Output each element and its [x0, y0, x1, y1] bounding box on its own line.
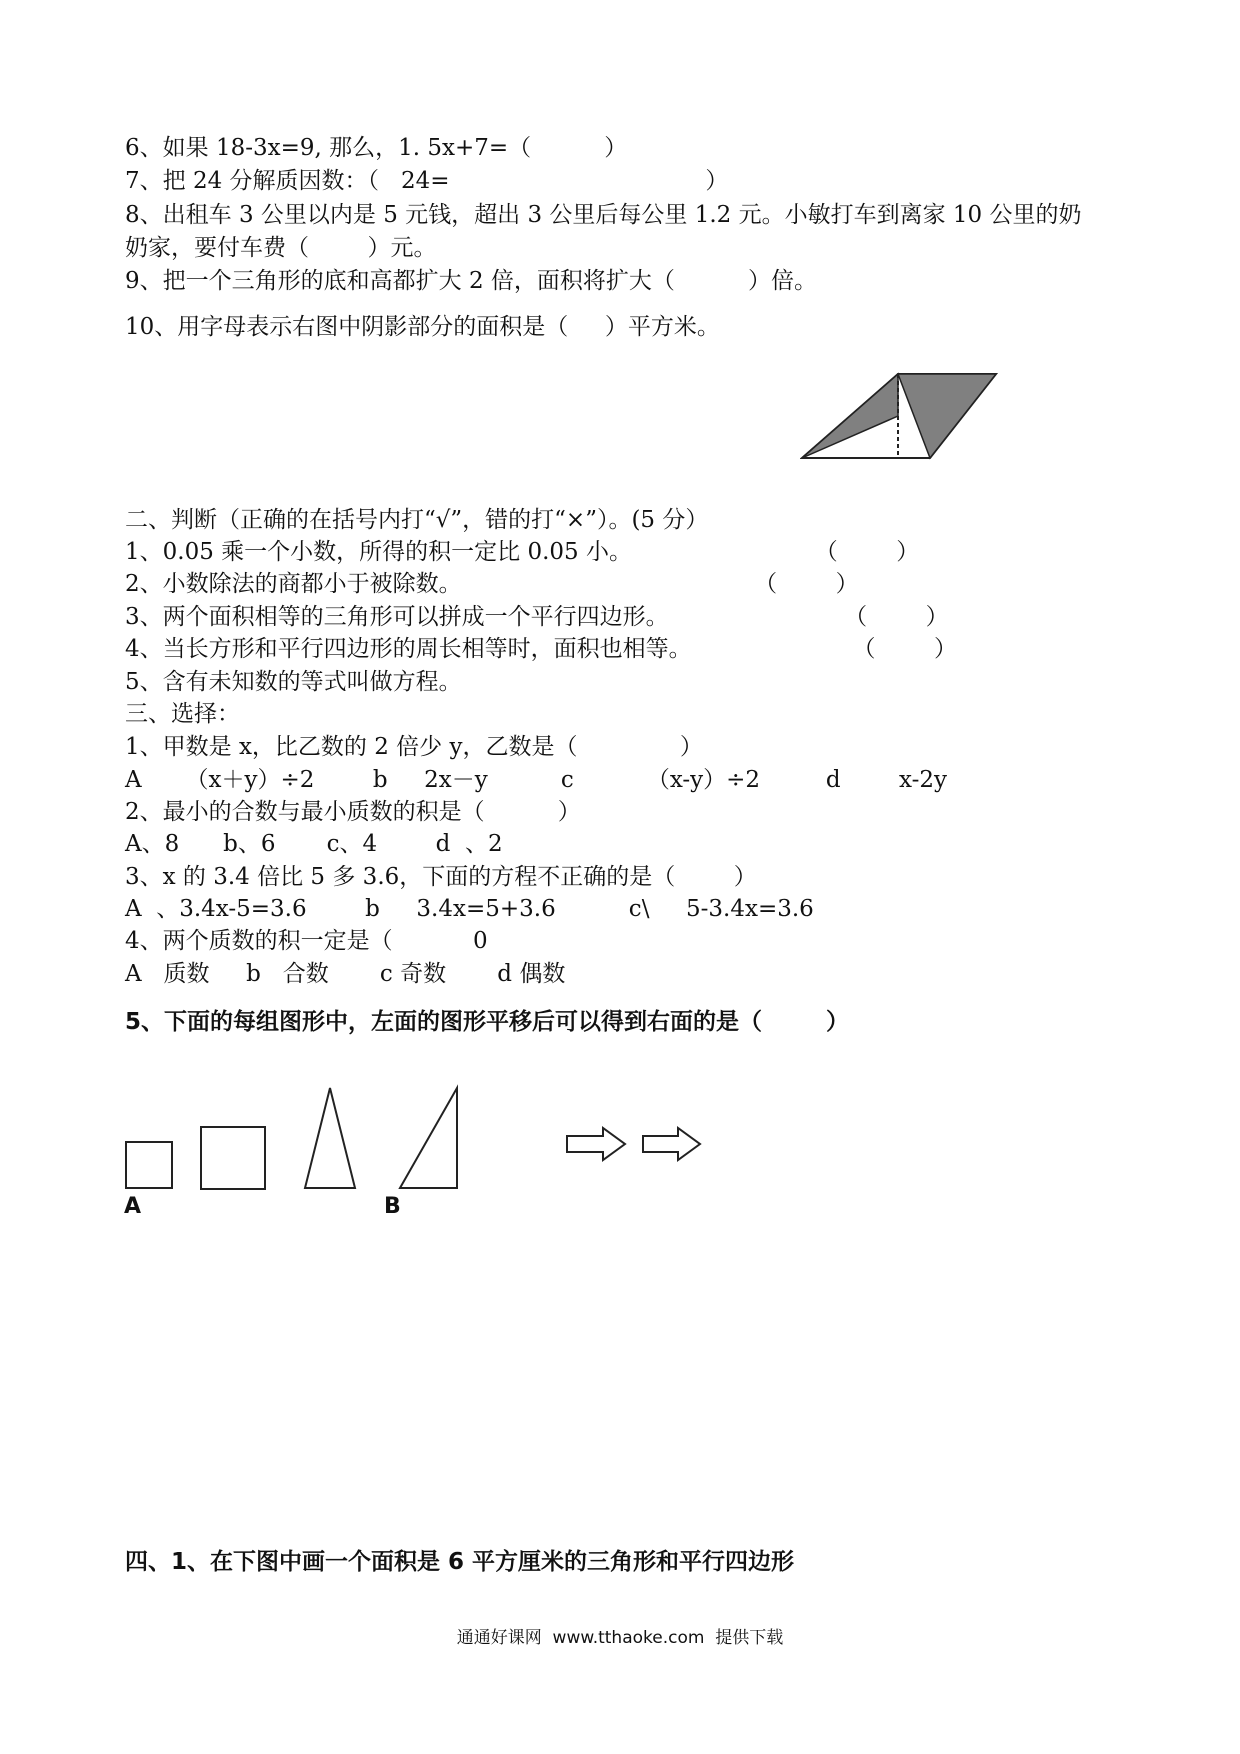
page-footer: 通通好课网 www.tthaoke.com 提供下载: [456, 1628, 784, 1648]
question-choice-5: 5、下面的每组图形中，左面的图形平移后可以得到右面的是（ ）: [125, 1009, 850, 1035]
question-judge-1: 1、0.05 乘一个小数，所得的积一定比 0.05 小。 （ ）: [125, 539, 920, 565]
question-fill-9: 9、把一个三角形的底和高都扩大 2 倍，面积将扩大（ ）倍。: [125, 268, 817, 294]
question-fill-10: 10、用字母表示右图中阴影部分的面积是（ ）平方米。: [125, 314, 720, 340]
question-fill-7: 7、把 24 分解质因数：（ 24= ）: [125, 168, 729, 194]
question-choice-3-options: A 、3.4x-5=3.6 b 3.4x=5+3.6 c\ 5-3.4x=3.6: [125, 896, 814, 922]
section-three-heading: 三、选择：: [125, 701, 240, 727]
right-arrow-shape: [643, 1128, 700, 1160]
isosceles-triangle-shape: [305, 1088, 355, 1188]
question-choice-2: 2、最小的合数与最小质数的积是（ ）: [125, 799, 581, 825]
question-choice-4: 4、两个质数的积一定是（ 0: [125, 928, 488, 954]
shaded-parallelogram-figure: [800, 368, 1000, 464]
question-fill-8-line2: 奶家，要付车费（ ）元。: [125, 235, 437, 261]
question-choice-1-options: A （x＋y）÷2 b 2x－y c （x-y）÷2 d x-2y: [125, 767, 948, 793]
section-two-heading: 二、判断（正确的在括号内打“√”，错的打“×”）。(5 分）: [125, 507, 709, 533]
question-choice-4-options: A 质数 b 合数 c 奇数 d 偶数: [125, 961, 566, 987]
shaded-right-triangle: [898, 374, 996, 458]
question-judge-2: 2、小数除法的商都小于被除数。 （ ）: [125, 571, 859, 597]
large-square-shape: [201, 1127, 265, 1189]
question-judge-3: 3、两个面积相等的三角形可以拼成一个平行四边形。 （ ）: [125, 604, 949, 630]
section-four-question-1: 四、1、在下图中画一个面积是 6 平方厘米的三角形和平行四边形: [125, 1549, 795, 1575]
question-fill-8-line1: 8、出租车 3 公里以内是 5 元钱，超出 3 公里后每公里 1.2 元。小敏打车到离家 10 公里的奶: [125, 202, 1082, 228]
left-arrow-shape: [567, 1128, 625, 1160]
question-choice-3: 3、x 的 3.4 倍比 5 多 3.6，下面的方程不正确的是（ ）: [125, 864, 757, 890]
question-fill-6: 6、如果 18-3x=9, 那么，1. 5x+7=（ ）: [125, 135, 628, 161]
question-judge-4: 4、当长方形和平行四边形的周长相等时，面积也相等。 （ ）: [125, 636, 957, 662]
question-judge-5: 5、含有未知数的等式叫做方程。: [125, 669, 462, 695]
question-choice-2-options: A、8 b、6 c、4 d 、2: [125, 831, 503, 857]
figure-label-b: B: [384, 1194, 401, 1219]
right-triangle-shape: [400, 1088, 457, 1188]
small-square-shape: [126, 1142, 172, 1188]
question-choice-1: 1、甲数是 x，比乙数的 2 倍少 y，乙数是（ ）: [125, 734, 703, 760]
translation-figures: [120, 1080, 720, 1200]
shaded-left-triangle: [802, 374, 898, 458]
figure-label-a: A: [124, 1194, 142, 1219]
